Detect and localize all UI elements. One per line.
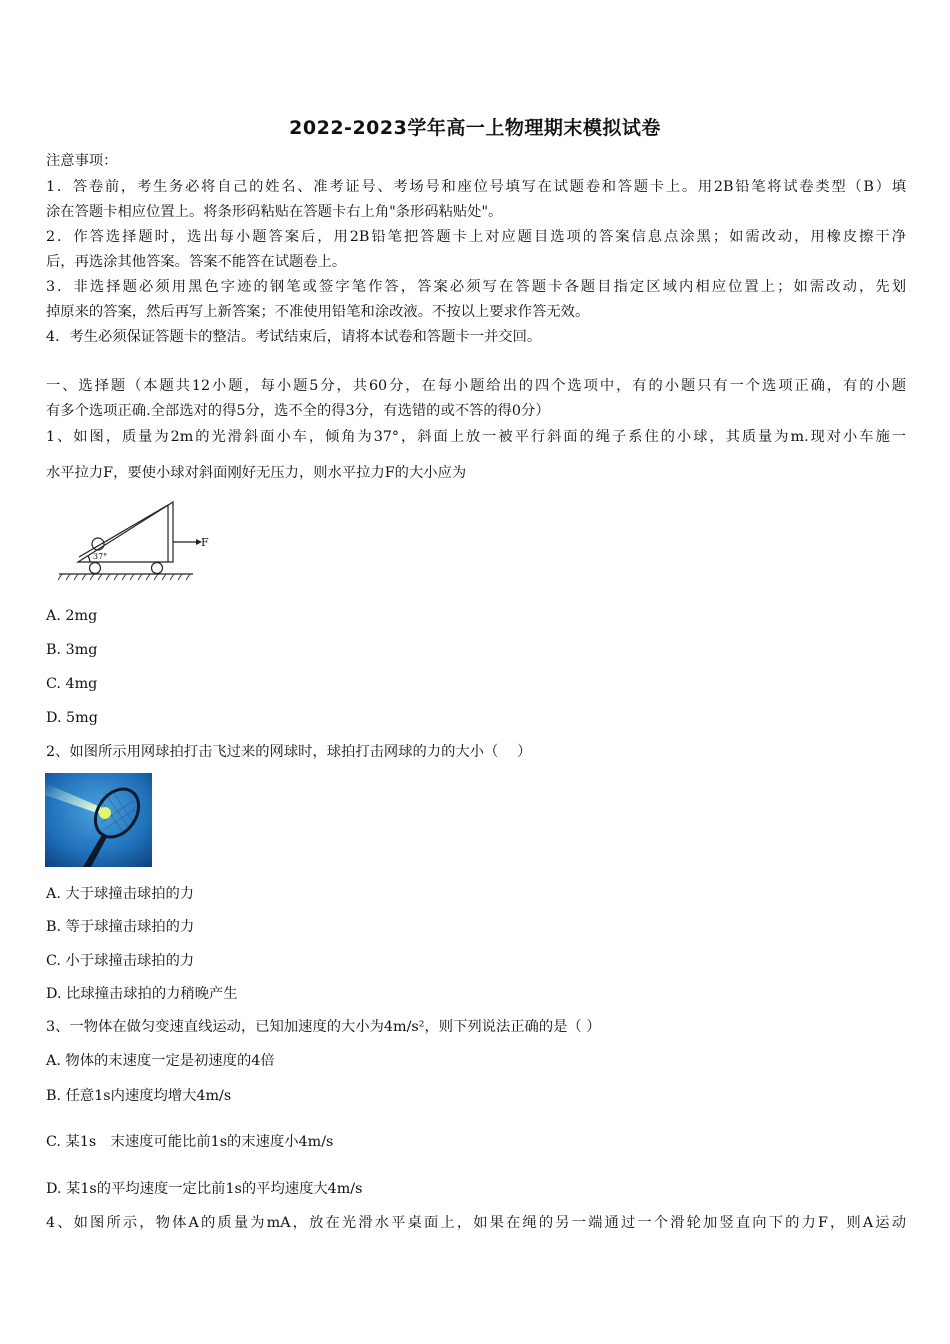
- section-heading: 一、选择题（本题共12小题，每小题5分，共60分，在每小题给出的四个选项中，有的小题只有一个选项正确，有的小题: [46, 378, 906, 394]
- notice-line: 4．考生必须保证答题卡的整洁。考试结束后，请将本试卷和答题卡一并交回。: [46, 329, 542, 345]
- notice-line: 2．作答选择题时，选出每小题答案后，用2B铅笔把答题卡上对应题目选项的答案信息点涂黑；如需改动，用橡皮擦干净: [46, 229, 906, 245]
- notice-line: 3．非选择题必须用黑色字迹的钢笔或签字笔作答，答案必须写在答题卡各题目指定区域内相应位置上；如需改动，先划: [46, 279, 906, 295]
- notice-heading: 注意事项：: [46, 153, 118, 169]
- wheel-right: [152, 563, 163, 574]
- q1-option-c: C. 4mg: [46, 676, 98, 692]
- q3-option-c: C. 某1s 末速度可能比前1s的末速度小4m/s: [46, 1134, 334, 1150]
- q2-option-c: C. 小于球撞击球拍的力: [46, 953, 195, 969]
- tennis-racket-photo: [45, 773, 152, 867]
- angle-arc: [88, 556, 90, 562]
- q4-stem: 4、如图所示，物体A的质量为mA，放在光滑水平桌面上，如果在绳的另一端通过一个滑轮加竖直向下的力F，则A运动: [46, 1215, 906, 1231]
- force-label: F: [201, 536, 209, 549]
- page-title: 2022-2023学年高一上物理期末模拟试卷: [289, 117, 661, 139]
- q1-stem-cont: 水平拉力F，要使小球对斜面刚好无压力，则水平拉力F的大小应为: [46, 465, 467, 481]
- q3-option-d: D. 某1s的平均速度一定比前1s的平均速度大4m/s: [46, 1181, 363, 1197]
- notice-line: 后，再选涂其他答案。答案不能答在试题卷上。: [46, 254, 347, 270]
- q3-stem: 3、一物体在做匀变速直线运动，已知加速度的大小为4m/s²，则下列说法正确的是（ ）: [46, 1019, 601, 1035]
- q2-option-d: D. 比球撞击球拍的力稍晚产生: [46, 986, 238, 1002]
- q3-option-b: B. 任意1s内速度均增大4m/s: [46, 1088, 232, 1104]
- q1-option-a: A. 2mg: [46, 608, 98, 624]
- q3-option-a: A. 物体的末速度一定是初速度的4倍: [46, 1053, 275, 1069]
- q2-option-a: A. 大于球撞击球拍的力: [46, 886, 195, 902]
- q1-option-d: D. 5mg: [46, 710, 98, 726]
- incline-cart-figure: [56, 495, 216, 583]
- wheel-left: [90, 563, 101, 574]
- section-heading-cont: 有多个选项正确.全部选对的得5分，选不全的得3分，有选错的或不答的得0分）: [46, 403, 550, 419]
- notice-line: 1．答卷前，考生务必将自己的姓名、准考证号、考场号和座位号填写在试题卷和答题卡上。用2B铅笔将试卷类型（B）填: [46, 179, 906, 195]
- notice-line: 涂在答题卡相应位置上。将条形码粘贴在答题卡右上角"条形码粘贴处"。: [46, 204, 503, 220]
- q1-option-b: B. 3mg: [46, 642, 98, 658]
- incline-surface: [79, 505, 168, 557]
- q2-option-b: B. 等于球撞击球拍的力: [46, 919, 195, 935]
- q1-stem: 1、如图，质量为2m的光滑斜面小车，倾角为37°，斜面上放一被平行斜面的绳子系住的小球，其质量为m.现对小车施一: [46, 429, 906, 445]
- q2-stem: 2、如图所示用网球拍打击飞过来的网球时，球拍打击网球的力的大小（ ）: [46, 744, 532, 760]
- notice-line: 掉原来的答案，然后再写上新答案；不准使用铅笔和涂改液。不按以上要求作答无效。: [46, 304, 590, 320]
- ground-hatching: [58, 574, 190, 580]
- angle-label: 37°: [93, 552, 108, 561]
- tennis-ball: [99, 807, 111, 819]
